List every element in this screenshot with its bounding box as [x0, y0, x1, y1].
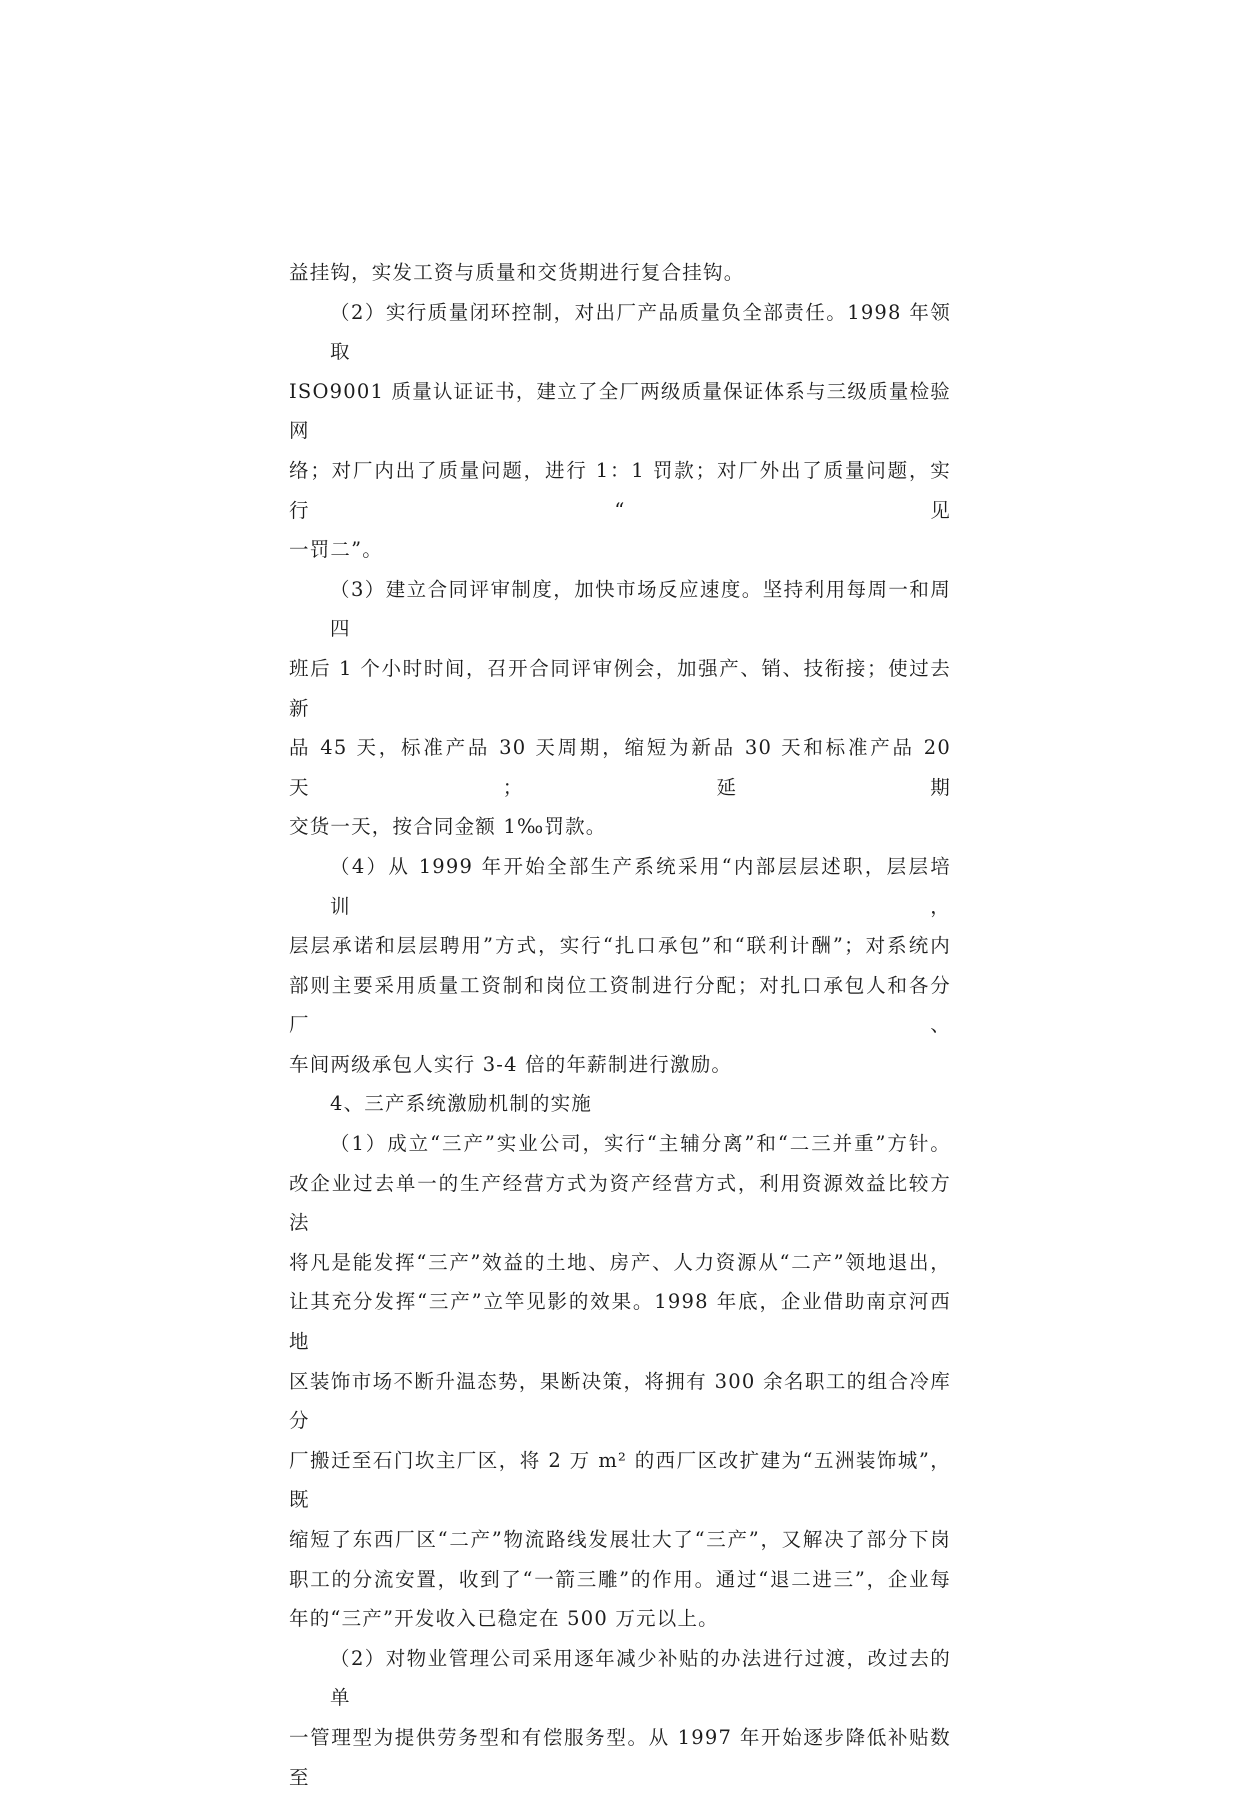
text-line: （3）建立合同评审制度，加快市场反应速度。坚持利用每周一和周四	[330, 577, 951, 641]
text-line: ISO9001 质量认证证书，建立了全厂两级质量保证体系与三级质量检验网	[289, 379, 951, 443]
text-line: 厂搬迁至石门坎主厂区，将 2 万 m² 的西厂区改扩建为“五洲装饰城”，既	[289, 1448, 951, 1512]
text-line: 班后 1 个小时时间，召开合同评审例会，加强产、销、技衔接；使过去新	[289, 656, 951, 720]
paragraph-0	[289, 253, 951, 293]
text-line: 品 45 天，标准产品 30 天周期，缩短为新品 30 天和标准产品 20 天；延期	[289, 736, 951, 799]
paragraph-6	[289, 1639, 951, 1797]
paragraph-5	[289, 1124, 951, 1639]
paragraph-3	[289, 847, 951, 1085]
text-line: 部则主要采用质量工资制和岗位工资制进行分配；对扎口承包人和各分厂、	[289, 973, 951, 1037]
text-line: （1）成立“三产”实业公司，实行“主辅分离”和“二三并重”方针。	[330, 1132, 951, 1156]
text-line: 一管理型为提供劳务型和有偿服务型。从 1997 年开始逐步降低补贴数至	[289, 1725, 951, 1789]
text-line: 一罚二”。	[289, 538, 383, 562]
text-line: 区装饰市场不断升温态势，果断决策，将拥有 300 余名职工的组合冷库分	[289, 1369, 951, 1433]
text-line: （2）实行质量闭环控制，对出厂产品质量负全部责任。1998 年领取	[330, 300, 951, 364]
text-line: 改企业过去单一的生产经营方式为资产经营方式，利用资源效益比较方法	[289, 1171, 951, 1235]
text-line: 4、三产系统激励机制的实施	[330, 1092, 593, 1116]
section-heading	[289, 1084, 951, 1124]
text-line: 让其充分发挥“三产”立竿见影的效果。1998 年底，企业借助南京河西地	[289, 1290, 951, 1354]
document-page	[289, 253, 951, 1797]
text-line: 职工的分流安置，收到了“一箭三雕”的作用。通过“退二进三”，企业每	[289, 1567, 951, 1591]
text-line: 年的“三产”开发收入已稳定在 500 万元以上。	[289, 1607, 719, 1631]
text-line: （4）从 1999 年开始全部生产系统采用“内部层层述职，层层培训，	[330, 854, 951, 918]
paragraph-1	[289, 293, 951, 570]
text-line: 交货一天，按合同金额 1‰罚款。	[289, 815, 607, 839]
paragraph-2	[289, 570, 951, 847]
text-line: 益挂钩，实发工资与质量和交货期进行复合挂钩。	[289, 261, 745, 284]
text-line: 缩短了东西厂区“二产”物流路线发展壮大了“三产”，又解决了部分下岗	[289, 1528, 951, 1551]
text-line: （2）对物业管理公司采用逐年减少补贴的办法进行过渡，改过去的单	[330, 1646, 951, 1710]
text-line: 络；对厂内出了质量问题，进行 1：1 罚款；对厂外出了质量问题，实行“见	[289, 458, 951, 522]
text-line: 车间两级承包人实行 3-4 倍的年薪制进行激励。	[289, 1052, 733, 1076]
text-line: 将凡是能发挥“三产”效益的土地、房产、人力资源从“二产”领地退出，	[289, 1250, 951, 1274]
text-line: 层层承诺和层层聘用”方式，实行“扎口承包”和“联利计酬”；对系统内	[289, 934, 951, 958]
